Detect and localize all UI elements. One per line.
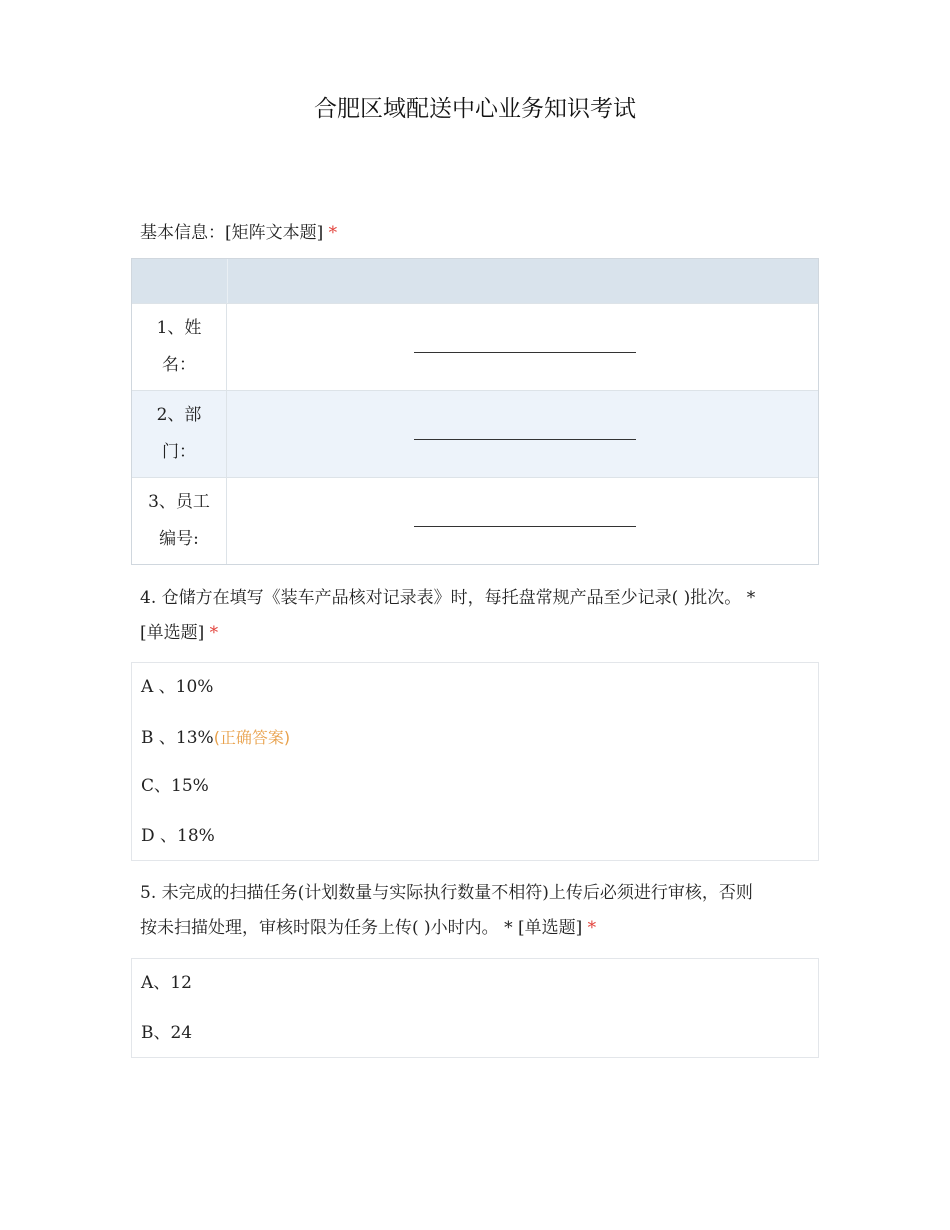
- option-b-label: B 、13%: [141, 727, 214, 748]
- page-title: 合肥区域配送中心业务知识考试: [314, 96, 636, 122]
- matrix-header: [132, 259, 818, 303]
- matrix-row-label: 3、员工 编号:: [132, 478, 227, 564]
- option-b[interactable]: [132, 713, 818, 763]
- question-5: [140, 876, 812, 946]
- question-4: [140, 581, 812, 651]
- question-basic-info: [140, 216, 812, 251]
- question-basic-label: 基本信息：[矩阵文本题]: [140, 223, 324, 243]
- question-5-text-2: 按未扫描处理，审核时限为任务上传( )小时内。 * [单选题]: [140, 918, 583, 938]
- option-d[interactable]: D 、18%: [141, 825, 215, 846]
- option-a[interactable]: A 、10%: [141, 677, 214, 697]
- question-4-text: 4. 仓储方在填写《装车产品核对记录表》时，每托盘常规产品至少记录( )批次。 *: [140, 588, 756, 608]
- matrix-row: [132, 477, 818, 564]
- required-marker: *: [587, 918, 597, 938]
- required-marker: *: [328, 223, 338, 243]
- question-5-text: 5. 未完成的扫描任务(计划数量与实际执行数量不相符)上传后必须进行审核，否则: [140, 883, 753, 903]
- department-input-line[interactable]: [414, 439, 636, 440]
- correct-answer-note: (正确答案): [213, 727, 291, 747]
- required-marker: *: [209, 623, 219, 643]
- matrix-table: [131, 258, 819, 565]
- employee-id-input-line[interactable]: [414, 526, 636, 527]
- name-input-line[interactable]: [414, 352, 636, 353]
- matrix-row: [132, 390, 818, 477]
- option-c[interactable]: C、15%: [141, 776, 209, 796]
- matrix-row: [132, 303, 818, 390]
- question-4-options: [131, 662, 819, 861]
- option-b[interactable]: B、24: [141, 1022, 193, 1043]
- option-a[interactable]: A、12: [141, 973, 192, 993]
- question-4-type: [单选题]: [140, 623, 205, 643]
- question-5-options: [131, 958, 819, 1058]
- matrix-row-label: 1、姓 名：: [132, 304, 227, 390]
- matrix-row-label: 2、部 门：: [132, 391, 227, 477]
